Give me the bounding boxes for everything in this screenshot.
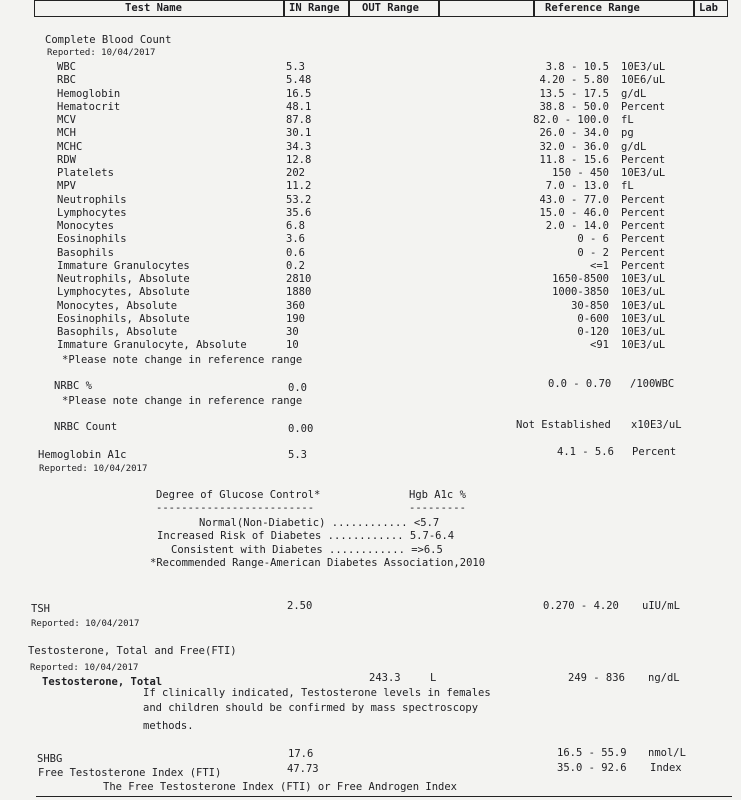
cbc-row-value: 35.6 — [286, 207, 312, 219]
cbc-row-name: RDW — [57, 154, 76, 166]
cbc-row-range: 13.5 - 17.5 — [539, 88, 609, 100]
nrbc-pct-unit: /100WBC — [630, 378, 675, 390]
cbc-row-unit: Percent — [621, 194, 666, 206]
nrbc-pct-name: NRBC % — [54, 380, 92, 392]
cbc-row-range: 0 - 2 — [577, 247, 609, 259]
tsh-unit: uIU/mL — [642, 600, 680, 612]
tsh-range: 0.270 - 4.20 — [543, 600, 619, 612]
testosterone-range: 249 - 836 — [568, 672, 625, 684]
cbc-row-value: 3.6 — [286, 233, 305, 245]
nrbc-pct-range: 0.0 - 0.70 — [548, 378, 612, 390]
testosterone-comment-2: and children should be confirmed by mass spectroscopy — [143, 702, 479, 714]
testosterone-comment-1: If clinically indicated, Testosterone levels in females — [143, 687, 491, 699]
cbc-row-range: <91 — [590, 339, 609, 351]
cbc-reported: Reported: 10/04/2017 — [47, 48, 156, 58]
testosterone-comment-3: methods. — [143, 720, 194, 732]
cbc-row-name: Immature Granulocytes — [57, 260, 190, 272]
nrbc-count-name: NRBC Count — [54, 421, 118, 433]
cbc-row-unit: Percent — [621, 247, 666, 259]
shbg-value: 17.6 — [288, 748, 314, 760]
shbg-range: 16.5 - 55.9 — [557, 747, 627, 759]
cbc-row-unit: 10E3/uL — [621, 286, 666, 298]
cbc-row-unit: 10E3/uL — [621, 61, 666, 73]
cbc-row-range: 11.8 - 15.6 — [539, 154, 609, 166]
cbc-row-value: 5.48 — [286, 74, 312, 86]
a1c-unit: Percent — [632, 446, 677, 458]
cbc-row-unit: 10E3/uL — [621, 167, 666, 179]
cbc-row-value: 0.6 — [286, 247, 305, 259]
cbc-row-value: 5.3 — [286, 61, 305, 73]
cbc-row-range: 4.20 - 5.80 — [539, 74, 609, 86]
cbc-row-value: 12.8 — [286, 154, 312, 166]
nrbc-count-value: 0.00 — [288, 423, 314, 435]
a1c-range: 4.1 - 5.6 — [557, 446, 614, 458]
cbc-row-range: 7.0 - 13.0 — [545, 180, 609, 192]
cbc-title: Complete Blood Count — [45, 34, 172, 46]
testosterone-total-name: Testosterone, Total — [42, 676, 163, 688]
fti-value: 47.73 — [287, 763, 319, 775]
header-lab: Lab — [699, 2, 718, 14]
cbc-row-unit: Percent — [621, 154, 666, 166]
cbc-row-name: Basophils, Absolute — [57, 326, 178, 338]
cbc-row-value: 34.3 — [286, 141, 312, 153]
cbc-row-name: Immature Granulocyte, Absolute — [57, 339, 247, 351]
cbc-row-value: 6.8 — [286, 220, 305, 232]
cbc-row-unit: 10E3/uL — [621, 273, 666, 285]
cbc-row-name: MCH — [57, 127, 76, 139]
cbc-row-value: 11.2 — [286, 180, 312, 192]
cbc-row-range: 15.0 - 46.0 — [539, 207, 609, 219]
cbc-row-value: 1880 — [286, 286, 312, 298]
cbc-row-unit: Percent — [621, 260, 666, 272]
glucose-col1-header: Degree of Glucose Control* — [156, 489, 321, 501]
bottom-rule — [36, 796, 732, 797]
cbc-row-unit: g/dL — [621, 88, 647, 100]
cbc-row-name: RBC — [57, 74, 76, 86]
cbc-row-name: Neutrophils, Absolute — [57, 273, 190, 285]
fti-name: Free Testosterone Index (FTI) — [38, 767, 222, 779]
cbc-row-name: Hematocrit — [57, 101, 121, 113]
glucose-line-normal: Normal(Non-Diabetic) ............ <5.7 — [199, 517, 440, 529]
cbc-row-name: MCHC — [57, 141, 83, 153]
shbg-name: SHBG — [37, 753, 63, 765]
cbc-row-range: 30-850 — [571, 300, 609, 312]
cbc-row-name: Lymphocytes, Absolute — [57, 286, 190, 298]
shbg-unit: nmol/L — [648, 747, 686, 759]
nrbc-count-unit: x10E3/uL — [631, 419, 682, 431]
cbc-row-unit: 10E3/uL — [621, 300, 666, 312]
header-test-name-cell — [34, 0, 284, 17]
cbc-row-range: 82.0 - 100.0 — [533, 114, 609, 126]
cbc-row-value: 87.8 — [286, 114, 312, 126]
glucose-line-consistent: Consistent with Diabetes ............ =>6.5 — [171, 544, 443, 556]
a1c-name: Hemoglobin A1c — [38, 449, 127, 461]
cbc-row-value: 53.2 — [286, 194, 312, 206]
header-reference-range: Reference Range — [545, 2, 640, 14]
cbc-row-value: 0.2 — [286, 260, 305, 272]
nrbc-count-range: Not Established — [516, 419, 611, 431]
header-in-range-cell — [284, 0, 349, 17]
cbc-row-unit: 10E3/uL — [621, 339, 666, 351]
cbc-row-unit: fL — [621, 180, 634, 192]
cbc-row-name: MCV — [57, 114, 76, 126]
testosterone-unit: ng/dL — [648, 672, 680, 684]
cbc-row-name: Lymphocytes — [57, 207, 127, 219]
glucose-col2-header: Hgb A1c % — [409, 489, 466, 501]
cbc-row-name: Neutrophils — [57, 194, 127, 206]
header-in-range: IN Range — [289, 2, 340, 14]
cbc-row-range: 43.0 - 77.0 — [539, 194, 609, 206]
header-blank-cell — [439, 0, 534, 17]
a1c-value: 5.3 — [288, 449, 307, 461]
cbc-row-value: 10 — [286, 339, 299, 351]
cbc-row-range: 150 - 450 — [552, 167, 609, 179]
cbc-row-name: Hemoglobin — [57, 88, 121, 100]
glucose-footnote: *Recommended Range-American Diabetes Association,2010 — [150, 557, 486, 569]
cbc-row-name: Monocytes, Absolute — [57, 300, 178, 312]
tsh-name: TSH — [31, 603, 50, 615]
cbc-row-unit: Percent — [621, 207, 666, 219]
tsh-value: 2.50 — [287, 600, 313, 612]
cbc-row-range: 0 - 6 — [577, 233, 609, 245]
cbc-row-range: 2.0 - 14.0 — [545, 220, 609, 232]
cbc-row-name: Platelets — [57, 167, 114, 179]
glucose-line-increased: Increased Risk of Diabetes ............ 5.7-6.4 — [157, 530, 455, 542]
fti-unit: Index — [650, 762, 682, 774]
cbc-row-unit: 10E3/uL — [621, 313, 666, 325]
testosterone-reported: Reported: 10/04/2017 — [30, 663, 139, 673]
header-reference-range-cell — [534, 0, 694, 17]
cbc-row-range: 26.0 - 34.0 — [539, 127, 609, 139]
cbc-row-name: Monocytes — [57, 220, 114, 232]
cbc-row-unit: 10E3/uL — [621, 326, 666, 338]
cbc-row-value: 16.5 — [286, 88, 312, 100]
cbc-row-value: 202 — [286, 167, 305, 179]
nrbc-pct-note: *Please note change in reference range — [62, 395, 303, 407]
cbc-row-value: 30.1 — [286, 127, 312, 139]
cbc-row-value: 48.1 — [286, 101, 312, 113]
fti-range: 35.0 - 92.6 — [557, 762, 627, 774]
cbc-row-unit: Percent — [621, 101, 666, 113]
cbc-row-unit: 10E6/uL — [621, 74, 666, 86]
cbc-row-range: 3.8 - 10.5 — [545, 61, 609, 73]
cbc-row-range: 0-120 — [577, 326, 609, 338]
cbc-row-range: 38.8 - 50.0 — [539, 101, 609, 113]
fti-note: The Free Testosterone Index (FTI) or Free Androgen Index — [103, 781, 458, 793]
header-out-range: OUT Range — [362, 2, 419, 14]
cbc-row-unit: g/dL — [621, 141, 647, 153]
testosterone-flag: L — [430, 672, 437, 684]
testosterone-title: Testosterone, Total and Free(FTI) — [28, 645, 237, 657]
cbc-row-unit: Percent — [621, 233, 666, 245]
glucose-col1-rule: ------------------------- — [156, 502, 315, 514]
cbc-row-value: 30 — [286, 326, 299, 338]
glucose-col2-rule: --------- — [409, 502, 466, 514]
cbc-row-name: Eosinophils, Absolute — [57, 313, 190, 325]
cbc-row-value: 360 — [286, 300, 305, 312]
cbc-row-range: 1000-3850 — [552, 286, 609, 298]
cbc-row-name: Basophils — [57, 247, 114, 259]
cbc-row-range: 0-600 — [577, 313, 609, 325]
tsh-reported: Reported: 10/04/2017 — [31, 619, 140, 629]
cbc-row-name: WBC — [57, 61, 76, 73]
testosterone-total-value: 243.3 — [369, 672, 401, 684]
cbc-row-name: MPV — [57, 180, 76, 192]
header-test-name: Test Name — [125, 2, 182, 14]
cbc-note: *Please note change in reference range — [62, 354, 303, 366]
nrbc-pct-value: 0.0 — [288, 382, 307, 394]
cbc-row-value: 2810 — [286, 273, 312, 285]
cbc-row-unit: pg — [621, 127, 634, 139]
header-out-range-cell — [349, 0, 439, 17]
cbc-row-value: 190 — [286, 313, 305, 325]
cbc-row-range: 32.0 - 36.0 — [539, 141, 609, 153]
cbc-row-unit: fL — [621, 114, 634, 126]
a1c-reported: Reported: 10/04/2017 — [39, 464, 148, 474]
cbc-row-range: <=1 — [590, 260, 609, 272]
cbc-row-range: 1650-8500 — [552, 273, 609, 285]
cbc-row-unit: Percent — [621, 220, 666, 232]
header-lab-cell — [694, 0, 728, 17]
cbc-row-name: Eosinophils — [57, 233, 127, 245]
